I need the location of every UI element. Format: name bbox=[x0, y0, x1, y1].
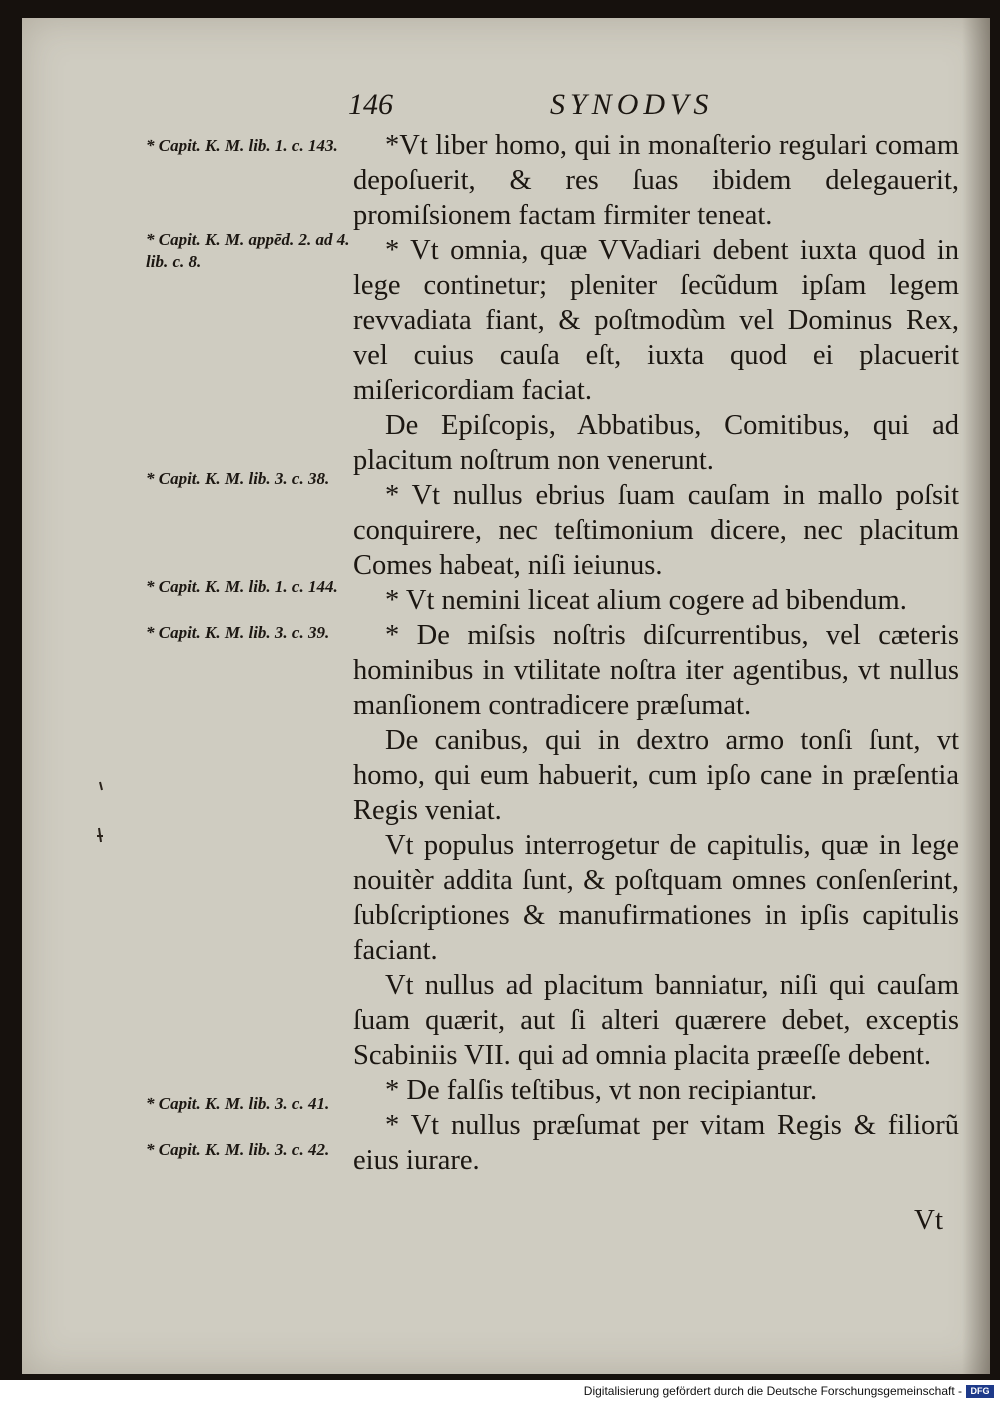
paragraph: *Vt liber homo, qui in monaſterio regulari comam depoſuerit, & res ſuas ibidem delegauerit, promiſsionem factam firmiter teneat. bbox=[353, 130, 959, 231]
body-text bbox=[353, 128, 959, 1178]
page-number: 146 bbox=[348, 88, 393, 121]
paragraph: Vt populus interrogetur de capitulis, quæ in lege nouitèr addita ſunt, & poſtquam omnes conſenſerint, ſubſcriptiones & manufirmationes in ipſis capitulis faciant. bbox=[353, 830, 959, 966]
footer-credit: Digitalisierung gefördert durch die Deutsche Forschungsgemeinschaft - bbox=[583, 1384, 962, 1398]
margin-note: * Capit. K. M. lib. 3. c. 42. bbox=[146, 1140, 330, 1159]
margin-note: * Capit. K. M. lib. 1. c. 143. bbox=[146, 136, 338, 155]
paragraph: * De miſsis noſtris diſcurrentibus, vel cæteris hominibus in vtilitate noſtra iter agentibus, vt nullus manſionem contradicere præſumat. bbox=[353, 620, 959, 721]
paragraph: De Epiſcopis, Abbatibus, Comitibus, qui ad placitum noſtrum non venerunt. bbox=[353, 410, 959, 476]
running-title: SYNODVS bbox=[550, 88, 714, 121]
margin-note: * Capit. K. M. lib. 3. c. 38. bbox=[146, 469, 330, 488]
margin-note: * Capit. K. M. lib. 3. c. 39. bbox=[146, 623, 330, 642]
paragraph: * De falſis teſtibus, vt non recipiantur. bbox=[385, 1075, 818, 1106]
margin-note: * Capit. K. M. lib. 3. c. 41. bbox=[146, 1094, 330, 1113]
paragraph: * Vt nullus ebrius ſuam cauſam in mallo poſsit conquirere, nec teſtimonium dicere, nec placitum Comes habeat, niſi ieiunus. bbox=[353, 480, 959, 581]
margin-note: * Capit. K. M. appēd. 2. ad 4. lib. c. 8. bbox=[146, 230, 350, 271]
footer bbox=[0, 1380, 1000, 1404]
paragraph: Vt nullus ad placitum banniatur, niſi qui cauſam ſuam quærit, aut ſi alteri quærere debet, exceptis Scabiniis VII. qui ad omnia placita præeſſe debent. bbox=[353, 970, 959, 1071]
running-head bbox=[22, 88, 990, 128]
paragraph: * Vt nullus præſumat per vitam Regis & filiorũ eius iurare. bbox=[353, 1110, 959, 1176]
ink-mark bbox=[92, 778, 108, 858]
paragraph: De canibus, qui in dextro armo tonſi ſunt, vt homo, qui eum habuerit, cum ipſo cane in præſentia Regis veniat. bbox=[353, 725, 959, 826]
dfg-logo: DFG bbox=[966, 1385, 994, 1398]
catchword: Vt bbox=[914, 1204, 943, 1236]
paragraph: * Vt nemini liceat alium cogere ad bibendum. bbox=[385, 585, 907, 616]
paragraph: * Vt omnia, quæ VVadiari debent iuxta quod in lege continetur; pleniter ſecũdum ipſam legem revvadiata fiant, & poſtmodùm vel Dominus Rex, vel cuius cauſa eſt, iuxta quod ei placuerit miſericordiam faciat. bbox=[353, 235, 959, 406]
book-page bbox=[22, 18, 990, 1374]
margin-note: * Capit. K. M. lib. 1. c. 144. bbox=[146, 577, 338, 596]
